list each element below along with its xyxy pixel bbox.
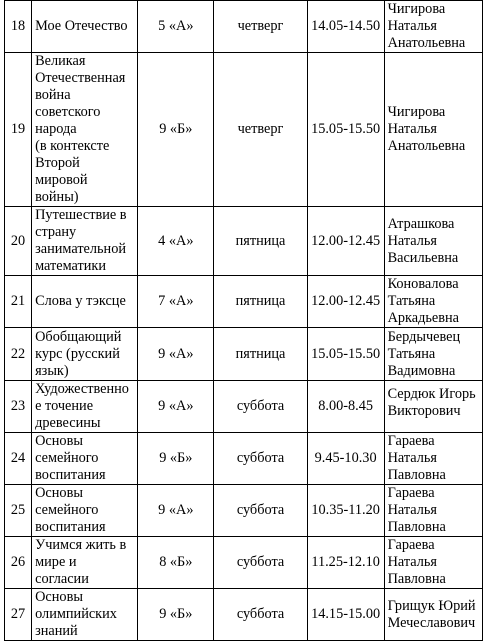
teacher-name: Чигирова Наталья Анатольевна bbox=[384, 1, 482, 53]
teacher-name: Грищук Юрий Мечеславович bbox=[384, 589, 482, 641]
class-name: 9 «Б» bbox=[138, 53, 214, 207]
weekday: суббота bbox=[214, 485, 307, 537]
class-name: 9 «Б» bbox=[138, 589, 214, 641]
course-topic: Обобщающий курс (русский язык) bbox=[32, 328, 138, 381]
table-row bbox=[5, 1, 483, 53]
teacher-name: Коновалова Татьяна Аркадьевна bbox=[384, 276, 482, 328]
teacher-name: Бердычевец Татьяна Вадимовна bbox=[384, 328, 482, 381]
teacher-name: Гараева Наталья Павловна bbox=[384, 537, 482, 589]
weekday: суббота bbox=[214, 589, 307, 641]
row-number: 24 bbox=[5, 433, 32, 485]
class-name: 9 «А» bbox=[138, 381, 214, 433]
weekday: пятница bbox=[214, 328, 307, 381]
teacher-name: Гараева Наталья Павловна bbox=[384, 433, 482, 485]
row-number: 26 bbox=[5, 537, 32, 589]
class-name: 7 «А» bbox=[138, 276, 214, 328]
teacher-name: Гараева Наталья Павловна bbox=[384, 485, 482, 537]
schedule-body bbox=[5, 1, 483, 641]
teacher-name: Атрашкова Наталья Васильевна bbox=[384, 207, 482, 276]
weekday: пятница bbox=[214, 207, 307, 276]
row-number: 23 bbox=[5, 381, 32, 433]
table-row bbox=[5, 381, 483, 433]
time-slot: 12.00-12.45 bbox=[307, 207, 384, 276]
row-number: 20 bbox=[5, 207, 32, 276]
table-row bbox=[5, 589, 483, 641]
course-topic: Основы семейного воспитания bbox=[32, 433, 138, 485]
weekday: четверг bbox=[214, 1, 307, 53]
table-row bbox=[5, 53, 483, 207]
weekday: суббота bbox=[214, 381, 307, 433]
time-slot: 11.25-12.10 bbox=[307, 537, 384, 589]
row-number: 22 bbox=[5, 328, 32, 381]
teacher-name: Чигирова Наталья Анатольевна bbox=[384, 53, 482, 207]
time-slot: 10.35-11.20 bbox=[307, 485, 384, 537]
table-row bbox=[5, 276, 483, 328]
course-topic: Великая Отечественная война советского народа (в контексте Второй мировой войны) bbox=[32, 53, 138, 207]
weekday: пятница bbox=[214, 276, 307, 328]
course-topic: Основы семейного воспитания bbox=[32, 485, 138, 537]
table-row bbox=[5, 207, 483, 276]
row-number: 19 bbox=[5, 53, 32, 207]
table-row bbox=[5, 485, 483, 537]
weekday: суббота bbox=[214, 433, 307, 485]
time-slot: 12.00-12.45 bbox=[307, 276, 384, 328]
class-name: 9 «А» bbox=[138, 485, 214, 537]
time-slot: 8.00-8.45 bbox=[307, 381, 384, 433]
table-row bbox=[5, 433, 483, 485]
class-name: 9 «А» bbox=[138, 328, 214, 381]
weekday: четверг bbox=[214, 53, 307, 207]
course-topic: Мое Отечество bbox=[32, 1, 138, 53]
class-name: 9 «Б» bbox=[138, 433, 214, 485]
row-number: 27 bbox=[5, 589, 32, 641]
time-slot: 15.05-15.50 bbox=[307, 328, 384, 381]
course-topic: Путешествие в страну занимательной математики bbox=[32, 207, 138, 276]
table-row bbox=[5, 537, 483, 589]
time-slot: 9.45-10.30 bbox=[307, 433, 384, 485]
class-name: 8 «Б» bbox=[138, 537, 214, 589]
schedule-table bbox=[4, 0, 483, 641]
weekday: суббота bbox=[214, 537, 307, 589]
course-topic: Учимся жить в мире и согласии bbox=[32, 537, 138, 589]
course-topic: Основы олимпийских знаний bbox=[32, 589, 138, 641]
time-slot: 14.05-14.50 bbox=[307, 1, 384, 53]
table-row bbox=[5, 328, 483, 381]
class-name: 4 «А» bbox=[138, 207, 214, 276]
row-number: 25 bbox=[5, 485, 32, 537]
row-number: 18 bbox=[5, 1, 32, 53]
row-number: 21 bbox=[5, 276, 32, 328]
teacher-name: Сердюк Игорь Викторович bbox=[384, 381, 482, 433]
course-topic: Слова у тэксце bbox=[32, 276, 138, 328]
time-slot: 14.15-15.00 bbox=[307, 589, 384, 641]
course-topic: Художественно е точение древесины bbox=[32, 381, 138, 433]
time-slot: 15.05-15.50 bbox=[307, 53, 384, 207]
class-name: 5 «А» bbox=[138, 1, 214, 53]
